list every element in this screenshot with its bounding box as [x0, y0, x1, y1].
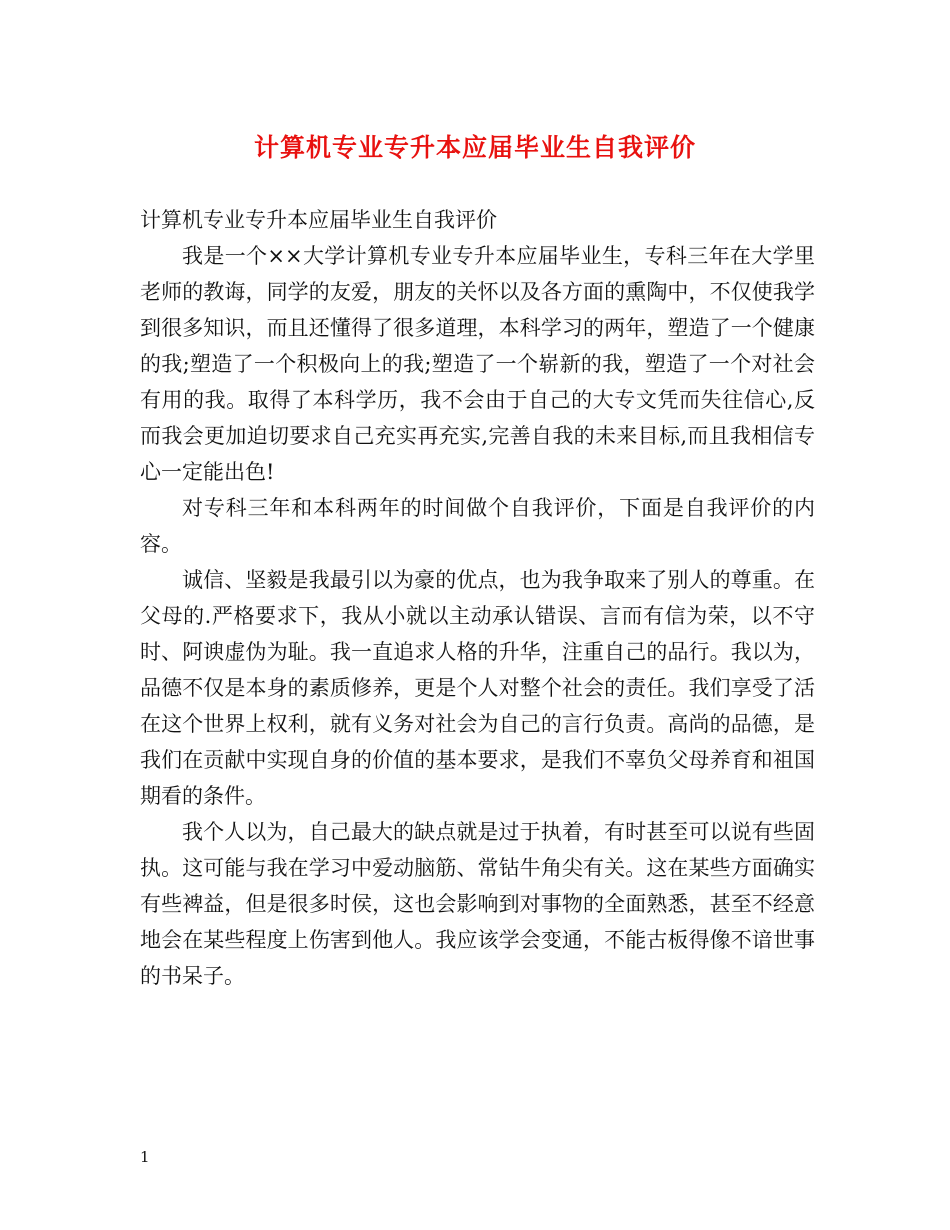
paragraph-weaknesses: 我个人以为，自己最大的缺点就是过于执着，有时甚至可以说有些固执。这可能与我在学习中爱动脑筋、常钻牛角尖有关。这在某些方面确实有些裨益，但是很多时侯，这也会影响到对事物的全面熟悉，甚至不经意地会在某些程度上伤害到他人。我应该学会变通，不能古板得像不谙世事的书呆子。: [140, 820, 815, 988]
paragraph-introduction: 我是一个××大学计算机专业专升本应届毕业生，专科三年在大学里老师的教诲，同学的友爱，朋友的关怀以及各方面的熏陶中，不仅使我学到很多知识，而且还懂得了很多道理，本科学习的两年，塑造了一个健康的我;塑造了一个积极向上的我;塑造了一个崭新的我，塑造了一个对社会有用的我。取得了本科学历，我不会由于自己的大专文凭而失往信心,反而我会更加迫切要求自己充实再充实,完善自我的未来目标,而且我相信专心一定能出色!: [140, 244, 815, 484]
document-body: [140, 202, 815, 994]
paragraph-evaluation-intro: 对专科三年和本科两年的时间做个自我评价，下面是自我评价的内容。: [140, 496, 815, 556]
page-number: 1: [140, 1148, 150, 1166]
paragraph-strengths: 诚信、坚毅是我最引以为豪的优点，也为我争取来了别人的尊重。在父母的.严格要求下，我从小就以主动承认错误、言而有信为荣，以不守时、阿谀虚伪为耻。我一直追求人格的升华，注重自己的品行。我以为，品德不仅是本身的素质修养，更是个人对整个社会的责任。我们享受了活在这个世界上权利，就有义务对社会为自己的言行负责。高尚的品德，是我们在贡献中实现自身的价值的基本要求，是我们不辜负父母养育和祖国期看的条件。: [140, 568, 815, 808]
document-title: 计算机专业专升本应届毕业生自我评价: [253, 133, 696, 162]
subtitle-paragraph: 计算机专业专升本应届毕业生自我评价: [140, 208, 497, 232]
